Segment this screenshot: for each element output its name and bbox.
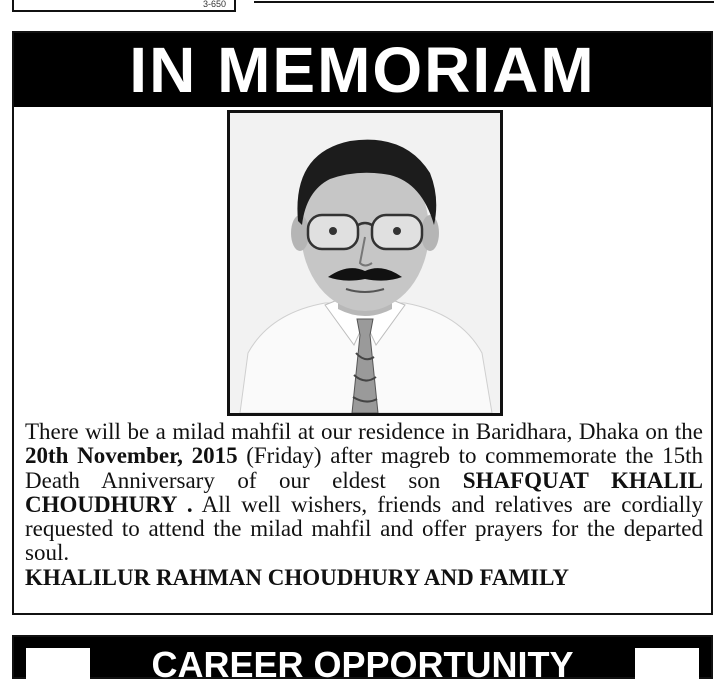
text-part-3: All well wishers, friends and relatives are cordially requested to attend the milad mahfil and offer prayers for the departed soul. [25,491,704,566]
career-title: CAREER OPPORTUNITY [151,644,574,685]
signature: KHALILUR RAHMAN CHOUDHURY AND FAMILY [25,564,569,590]
top-rule [254,1,714,3]
event-date: 20th November, 2015 [25,443,238,469]
text-part-2: (Friday) after magreb to commemorate the 15th Death Anniversary of our eldest son [25,443,703,493]
memoriam-body [25,420,703,590]
portrait-photo [227,110,503,416]
deceased-name: SHAFQUAT KHALIL CHOUDHURY . [25,467,703,517]
memoriam-title: IN MEMORIAM [129,34,596,106]
portrait-image [230,113,500,413]
career-opportunity-banner [12,635,713,685]
memoriam-header [14,33,711,107]
memoriam-paragraph [25,420,703,566]
text-part-1: There will be a milad mahfil at our residence in Baridhara, Dhaka on the [25,419,703,444]
top-box-text: 3-650 [202,0,226,9]
memoriam-notice [12,31,713,615]
top-ad-box [12,0,236,12]
